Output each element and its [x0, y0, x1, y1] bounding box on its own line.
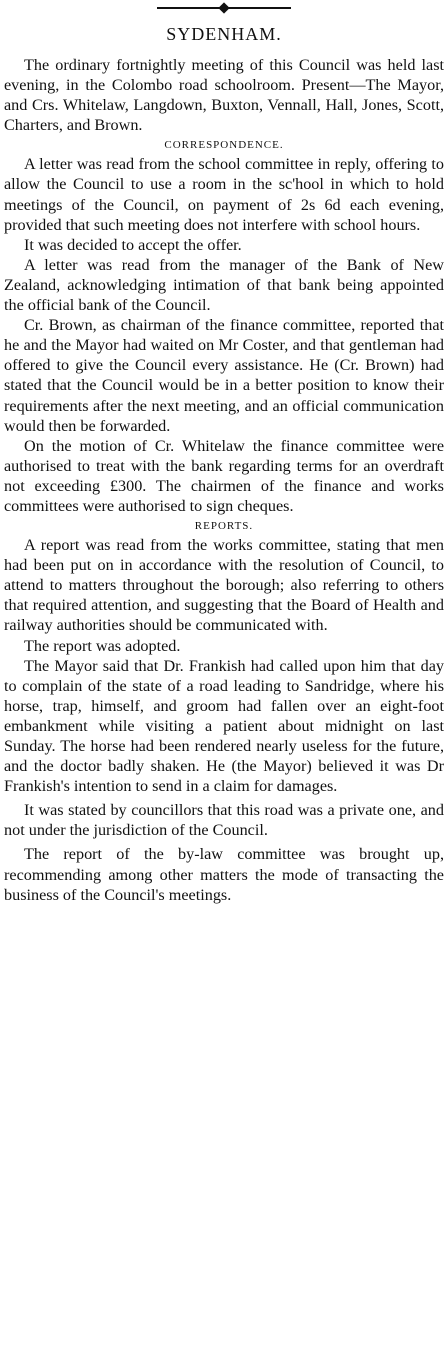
paragraph: The Mayor said that Dr. Frankish had called upon him that day to complain of the state of a road leading to Sandridge, where his horse, trap, himself, and groom had fallen over an eight-foot embankment while visiting a patient about midnight on last Sunday. The horse had been rendered nearly useless for the future, and the doctor badly shaken. He (the Mayor) believed it was Dr Frankish's intention to send in a claim for damages.	[4, 656, 444, 796]
paragraph: A letter was read from the manager of the Bank of New Zealand, acknowledging intimation of that bank being appointed the official bank of the Council.	[4, 255, 444, 315]
article-title: SYDENHAM.	[166, 24, 282, 44]
paragraph: A letter was read from the school committee in reply, offering to allow the Council to use a room in the sc'hool in which to hold meetings of the Council, on payment of 2s 6d each evening, provided that such meeting does not interfere with school hours.	[4, 155, 444, 234]
rule-right	[227, 7, 291, 9]
intro-paragraph: The ordinary fortnightly meeting of this Council was held last evening, in the Colombo road schoolroom. Present—The Mayor, and Crs. Whitelaw, Langdown, Buxton, Vennall, Hall, Jones, Scott, Charters, and Brown.	[4, 56, 444, 135]
paragraph: A report was read from the works committee, stating that men had been put on in accordance with the resolution of Council, to attend to matters throughout the borough; also referring to others that required attention, and suggesting that the Board of Health and railway authorities should be communicated with.	[4, 536, 444, 635]
paragraph: Cr. Brown, as chairman of the finance committee, reported that he and the Mayor had waited on Mr Coster, and that gentleman had offered to give the Council every assistance. He (Cr. Brown) had stated that the Council would be in a better position to know their requirements after the next meeting, and an official communication would then be forwarded.	[4, 316, 444, 435]
paragraph: It was decided to accept the offer.	[24, 235, 242, 254]
paragraph: On the motion of Cr. Whitelaw the finance committee were authorised to treat with the bank regarding terms for an overdraft not exceeding £300. The chairmen of the finance and works committees were authorised to sign cheques.	[4, 436, 444, 515]
paragraph: The report of the by-law committee was brought up, recommending among other matters the mode of transacting the business of the Council's meetings.	[4, 845, 444, 904]
ornamental-rule	[4, 0, 444, 15]
rule-left	[157, 7, 221, 9]
paragraph: The report was adopted.	[24, 636, 181, 655]
paragraph: It was stated by councillors that this road was a private one, and not under the jurisdiction of the Council.	[4, 801, 444, 840]
diamond-ornament-icon	[218, 2, 229, 13]
reports-heading: REPORTS.	[194, 520, 254, 533]
correspondence-heading: CORRESPONDENCE.	[164, 139, 284, 152]
